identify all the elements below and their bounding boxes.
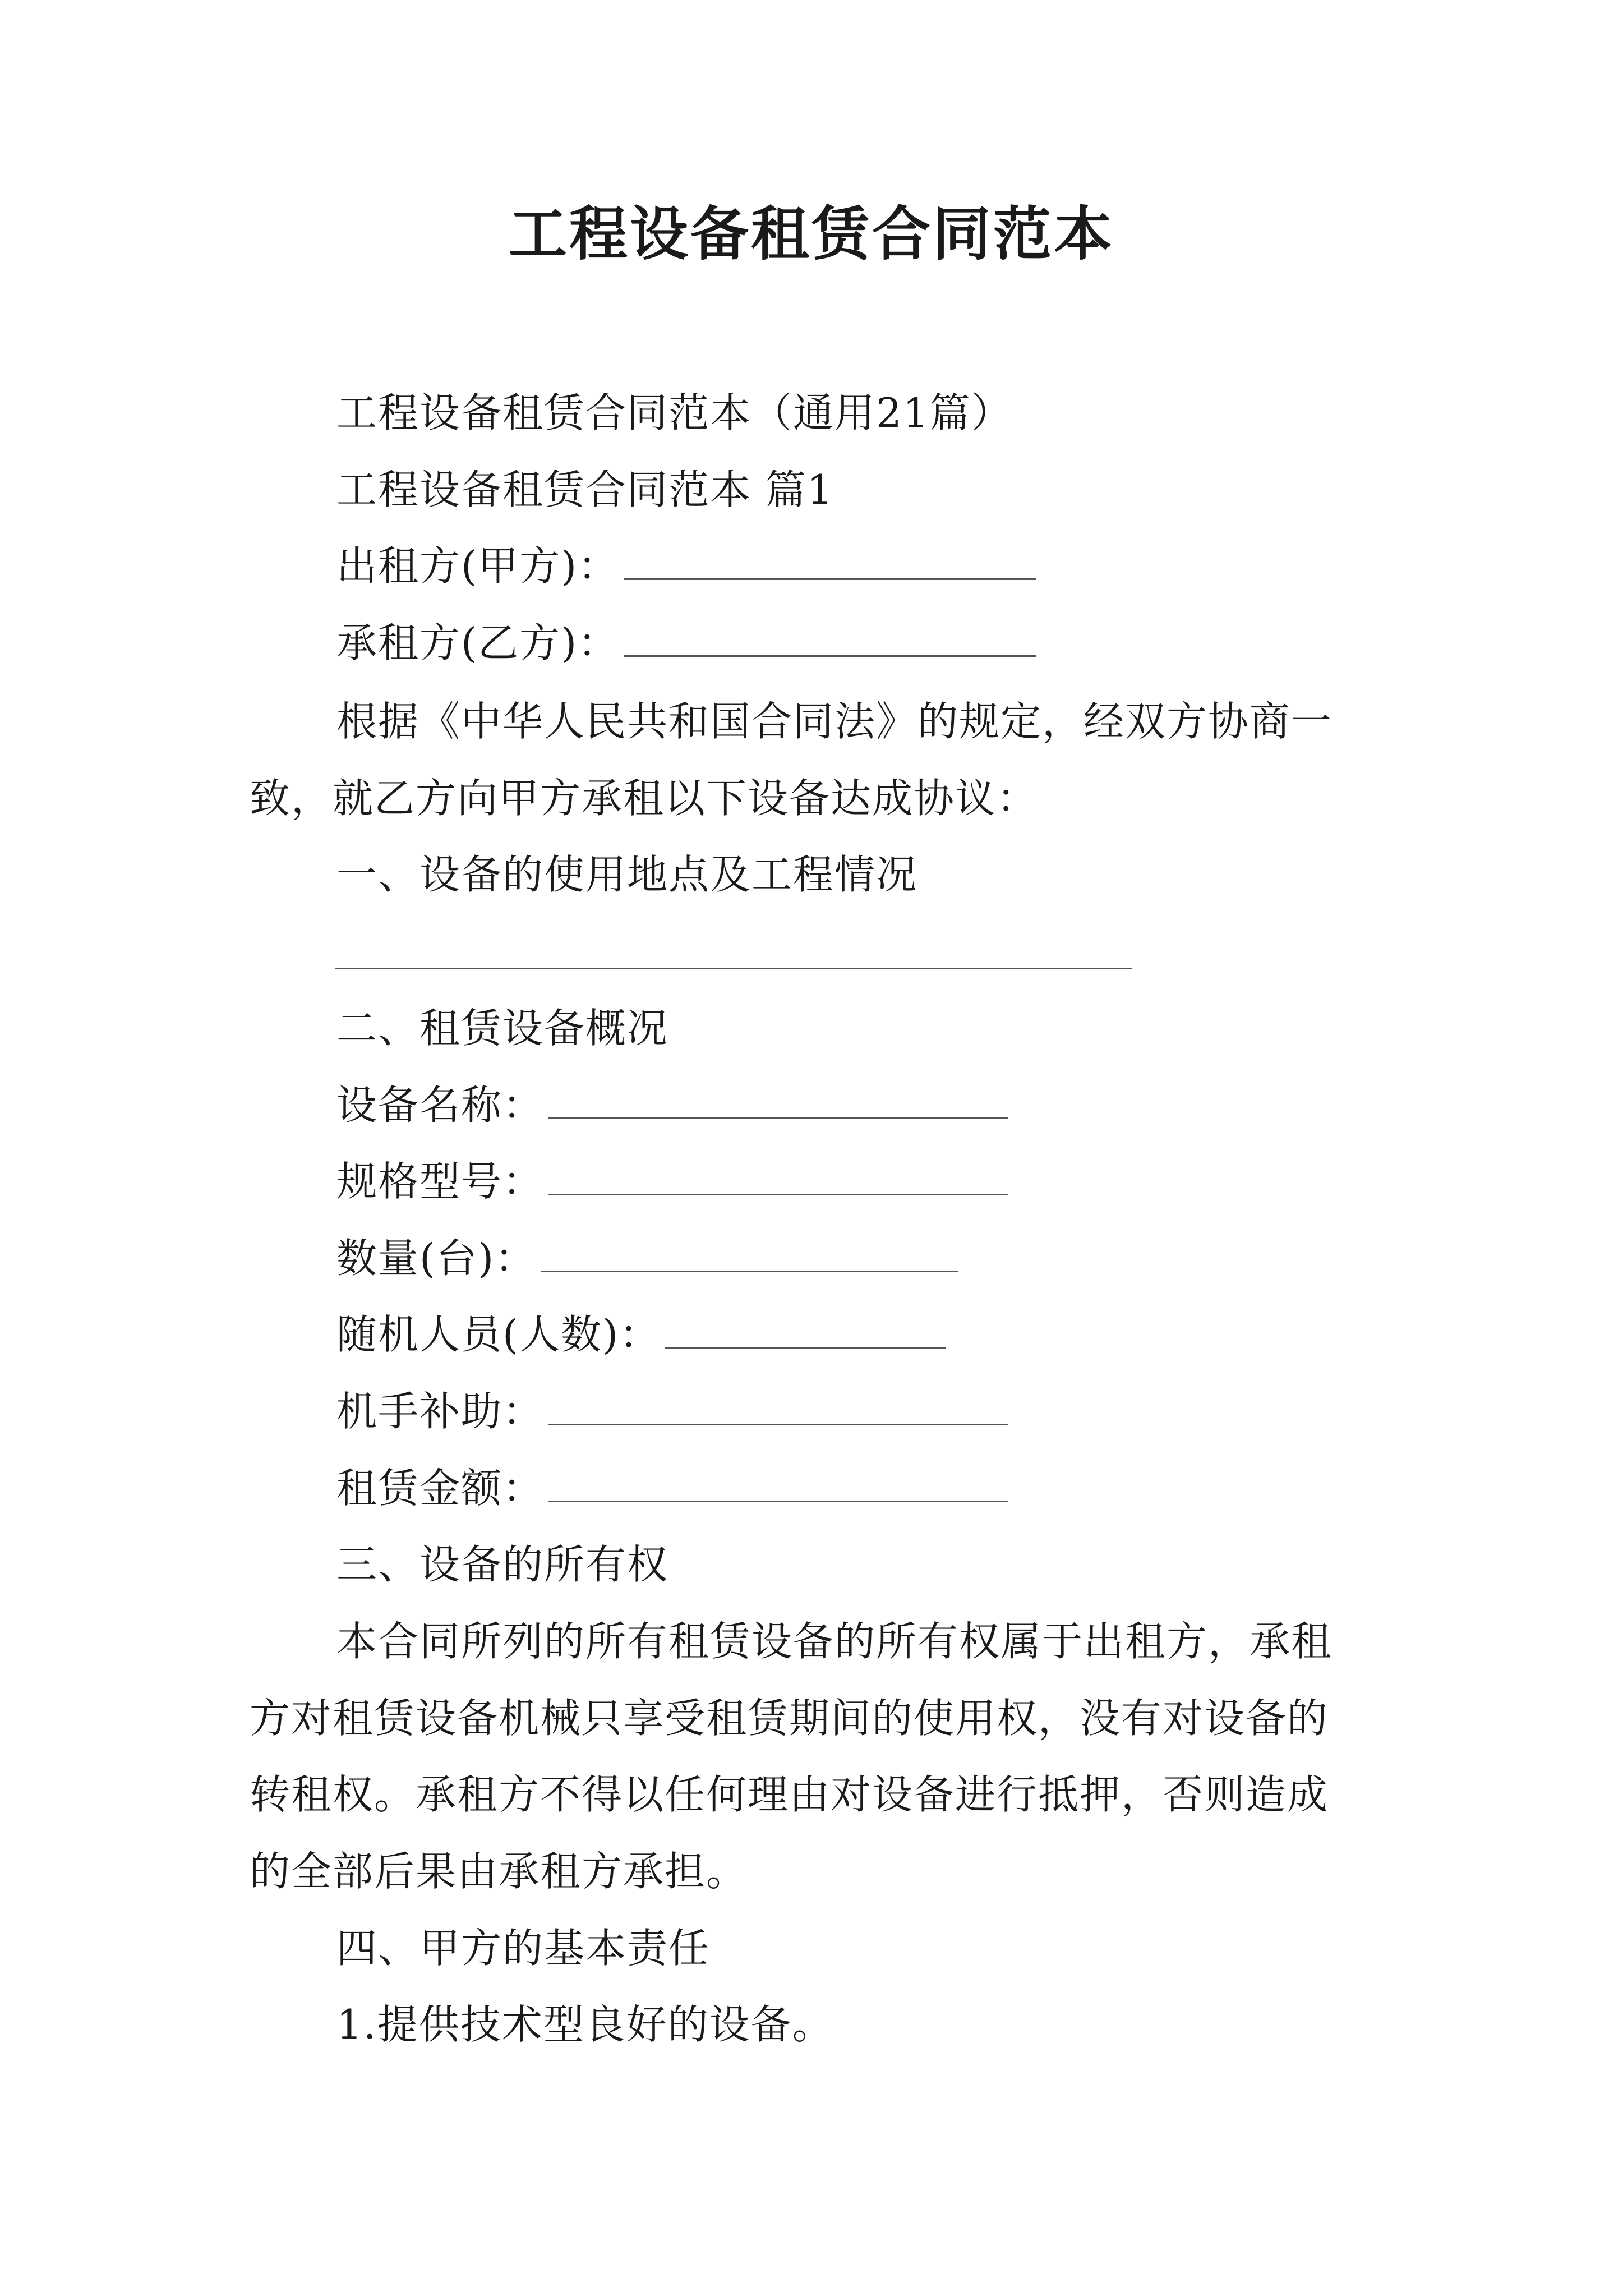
clause-4-heading: 四、甲方的基本责任: [336, 1925, 711, 1972]
equipment-name-label: 设备名称：: [336, 1082, 545, 1129]
clause-4-item-1: 1.提供技术型良好的设备。: [336, 2001, 834, 2048]
rent-amount-field: [336, 1465, 1008, 1512]
rent-amount-blank: [548, 1501, 1008, 1502]
staff-blank: [665, 1347, 946, 1349]
quantity-blank: [541, 1271, 958, 1272]
operator-subsidy-blank: [548, 1424, 1008, 1425]
clause-1-blank-line: [335, 968, 1132, 969]
lessee-field: [336, 619, 1036, 666]
staff-label: 随机人员(人数)：: [336, 1311, 661, 1358]
clause-3-line-3: 转租权。承租方不得以任何理由对设备进行抵押，否则造成: [250, 1771, 1329, 1818]
rent-amount-label: 租赁金额：: [336, 1465, 545, 1512]
operator-subsidy-field: [336, 1388, 1008, 1435]
model-blank: [548, 1194, 1008, 1195]
lessor-blank: [624, 578, 1036, 580]
clause-3-line-2: 方对租赁设备机械只享受租赁期间的使用权，没有对设备的: [250, 1695, 1329, 1742]
operator-subsidy-label: 机手补助：: [336, 1388, 545, 1435]
lessor-label: 出租方(甲方)：: [336, 542, 620, 590]
clause-3-line-4: 的全部后果由承租方承担。: [250, 1848, 748, 1895]
lessee-blank: [624, 655, 1036, 657]
clause-3-heading: 三、设备的所有权: [336, 1541, 669, 1588]
staff-field: [336, 1311, 946, 1358]
equipment-name-blank: [548, 1117, 1008, 1119]
lessee-label: 承租方(乙方)：: [336, 619, 620, 666]
quantity-label: 数量(台)：: [336, 1235, 537, 1282]
document-title: 工程设备租赁合同范本: [508, 199, 1114, 268]
model-label: 规格型号：: [336, 1158, 545, 1205]
clause-2-heading: 二、租赁设备概况: [336, 1005, 669, 1052]
lessor-field: [336, 542, 1036, 590]
model-field: [336, 1158, 1008, 1205]
quantity-field: [336, 1235, 958, 1282]
intro-paragraph-line-2: 致，就乙方向甲方承租以下设备达成协议：: [250, 775, 1039, 822]
document-subtitle: 工程设备租赁合同范本（通用21篇）: [336, 389, 1013, 436]
clause-3-line-1: 本合同所列的所有租赁设备的所有权属于出租方，承租: [336, 1618, 1333, 1665]
section-heading: 工程设备租赁合同范本 篇1: [336, 466, 834, 513]
equipment-name-field: [336, 1082, 1008, 1129]
intro-paragraph-line-1: 根据《中华人民共和国合同法》的规定，经双方协商一: [336, 698, 1333, 745]
clause-1-heading: 一、设备的使用地点及工程情况: [336, 851, 918, 898]
